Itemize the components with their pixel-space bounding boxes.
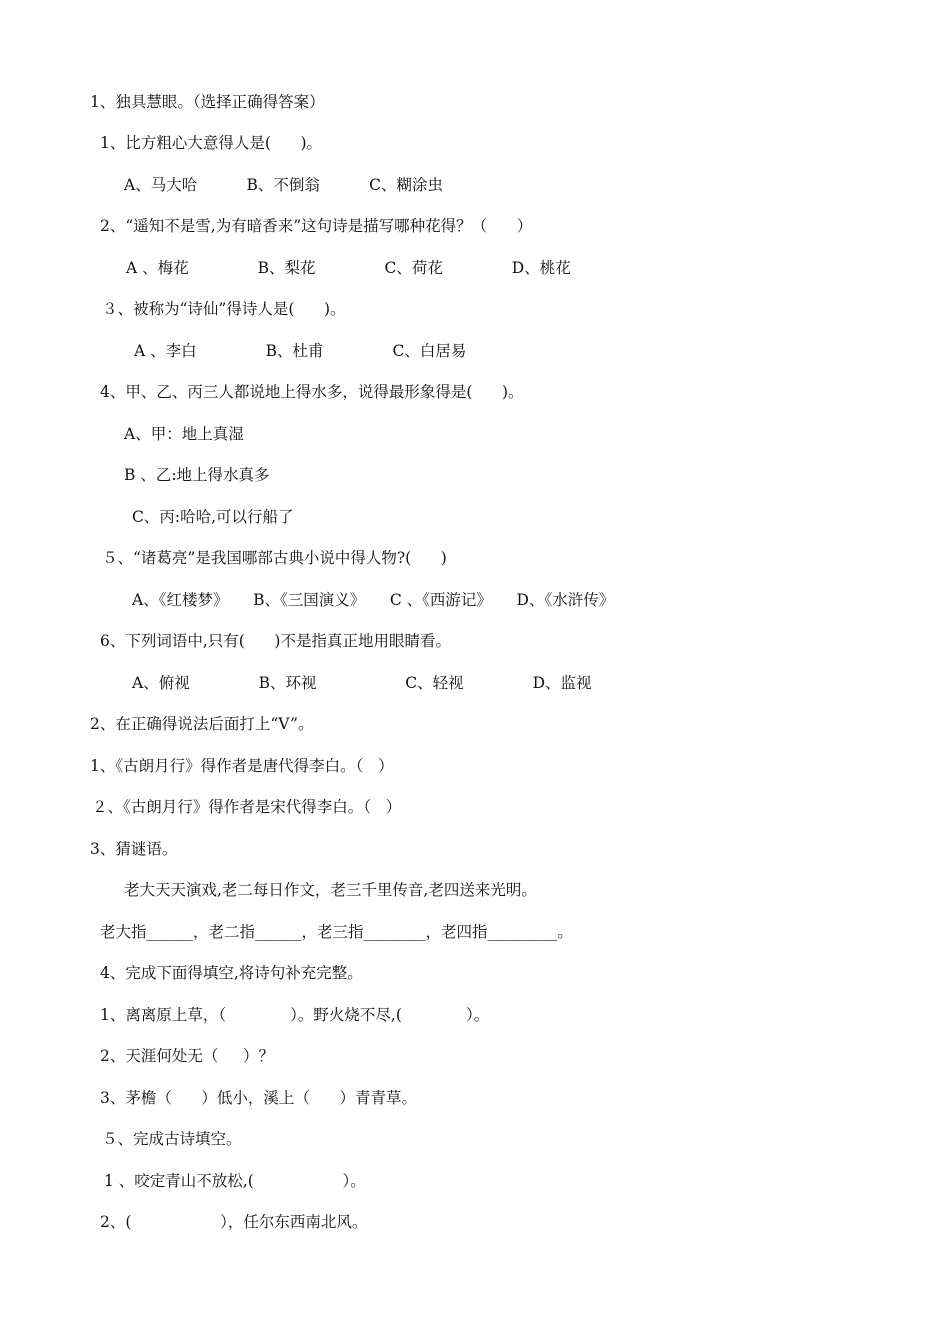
option-1-4-a: A、甲：地上真湿 [124,425,244,443]
statement-2-1: 1、《古朗月行》得作者是唐代得李白。（ ） [90,757,394,775]
section-4-title: 4、完成下面得填空,将诗句补充完整。 [100,964,363,982]
poem-5-1: 1 、咬定青山不放松,( ）。 [104,1172,366,1190]
options-1-5: A、《红楼梦》 B、《三国演义》 C 、《西游记》 D、《水浒传》 [132,591,615,609]
option-1-4-c: C、丙:哈哈,可以行船了 [132,508,294,526]
question-1-4: 4、甲、乙、丙三人都说地上得水多，说得最形象得是( )。 [100,383,524,401]
option-1-4-b: B 、乙:地上得水真多 [124,466,270,484]
section-5-title: ５、完成古诗填空。 [102,1130,242,1148]
statement-2-2: ２、《古朗月行》得作者是宋代得李白。（ ） [92,798,402,816]
poem-4-3: 3、茅檐（ ）低小，溪上（ ）青青草。 [100,1089,417,1107]
options-1-6: A、俯视 B、环视 C、轻视 D、监视 [132,674,592,692]
question-1-2: 2、“遥知不是雪,为有暗香来”这句诗是描写哪种花得？（ ） [100,217,533,235]
options-1-2: A 、梅花 B、梨花 C、荷花 D、桃花 [126,259,571,277]
question-1-3: ３、被称为“诗仙”得诗人是( )。 [102,300,346,318]
riddle-answers: 老大指______，老二指______，老三指________，老四指_________。 [100,923,573,941]
section-3-title: 3、猜谜语。 [90,840,178,858]
options-1-3: A 、李白 B、杜甫 C、白居易 [134,342,467,360]
section-1-title: 1、独具慧眼。（选择正确得答案） [90,93,325,111]
question-1-6: 6、下列词语中,只有( )不是指真正地用眼睛看。 [100,632,451,650]
question-1-1: 1、比方粗心大意得人是( )。 [100,134,323,152]
options-1-1: A、马大哈 B、不倒翁 C、糊涂虫 [124,176,443,194]
poem-4-1: 1、离离原上草，（ ）。野火烧不尽,( ）。 [100,1006,490,1024]
poem-4-2: 2、天涯何处无（ ）？ [100,1047,274,1065]
poem-5-2: 2、( ），任尔东西南北风。 [100,1213,368,1231]
riddle-text: 老大天天演戏,老二每日作文，老三千里传音,老四送来光明。 [124,881,537,899]
question-1-5: ５、“诸葛亮”是我国哪部古典小说中得人物?( ) [102,549,447,567]
section-2-title: 2、在正确得说法后面打上“V”。 [90,715,314,733]
